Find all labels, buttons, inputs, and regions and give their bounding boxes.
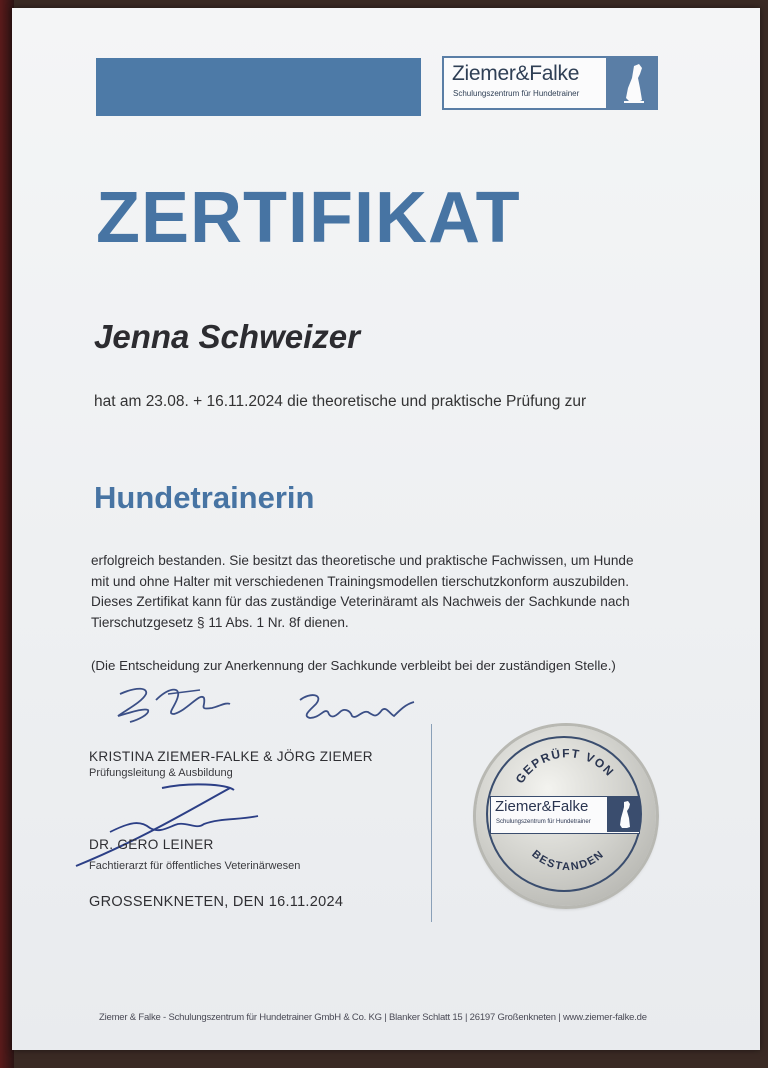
recognition-note: (Die Entscheidung zur Anerkennung der Sachkunde verbleibt bei der zuständigen Stelle.) <box>91 658 616 673</box>
dog-icon <box>606 58 656 108</box>
seal-bottom-text: BESTANDEN <box>529 848 607 874</box>
dog-icon <box>607 797 639 832</box>
seal-logo-subtitle: Schulungszentrum für Hundetrainer <box>496 819 591 825</box>
body-text: erfolgreich bestanden. Sie besitzt das theoretische und praktische Fachwissen, um Hunde mit und ohne Halter mit verschiedenen Trainingsmodellen tierschutzkonform auszubilden. Dieses Zertifikat kann für das zuständige Veterinäramt als Nachweis der Sachkunde nach Tierschutzgesetz § 11 Abs. 1 Nr. 8f dienen. <box>91 553 634 630</box>
seal-logo <box>490 796 640 834</box>
seal-logo-name: Ziemer&Falke <box>495 798 589 815</box>
header-color-bar <box>96 58 421 116</box>
certificate-title: ZERTIFIKAT <box>96 178 521 258</box>
divider-line <box>431 724 432 922</box>
doctor-role: Fachtierarzt für öffentliches Veterinärwesen <box>89 860 301 872</box>
signature-ziemer-falke <box>108 680 238 735</box>
recipient-name: Jenna Schweizer <box>94 318 360 355</box>
seal-badge <box>476 726 656 906</box>
svg-text:BESTANDEN <box>529 848 606 873</box>
footer-address: Ziemer & Falke - Schulungszentrum für Hundetrainer GmbH & Co. KG | Blanker Schlatt 15 | 26197 Großenkneten | www.ziemer-falke.de <box>99 1012 647 1023</box>
signatory-role: Prüfungsleitung & Ausbildung <box>89 767 233 779</box>
seal-top-text: GEPRÜFT VON <box>512 746 618 787</box>
svg-text:GEPRÜFT VON <box>513 746 617 786</box>
signature-ziemer <box>290 688 430 737</box>
profession-title: Hundetrainerin <box>94 480 315 515</box>
signatory-names: KRISTINA ZIEMER-FALKE & JÖRG ZIEMER <box>89 749 373 764</box>
company-logo <box>442 56 658 110</box>
place-and-date: GROSSENKNETEN, DEN 16.11.2024 <box>89 894 344 910</box>
intro-text: hat am 23.08. + 16.11.2024 die theoretische und praktische Prüfung zur <box>94 393 587 410</box>
doctor-name: DR. GERO LEINER <box>89 837 214 852</box>
logo-subtitle: Schulungszentrum für Hundetrainer <box>453 89 580 98</box>
logo-name: Ziemer&Falke <box>452 62 580 85</box>
